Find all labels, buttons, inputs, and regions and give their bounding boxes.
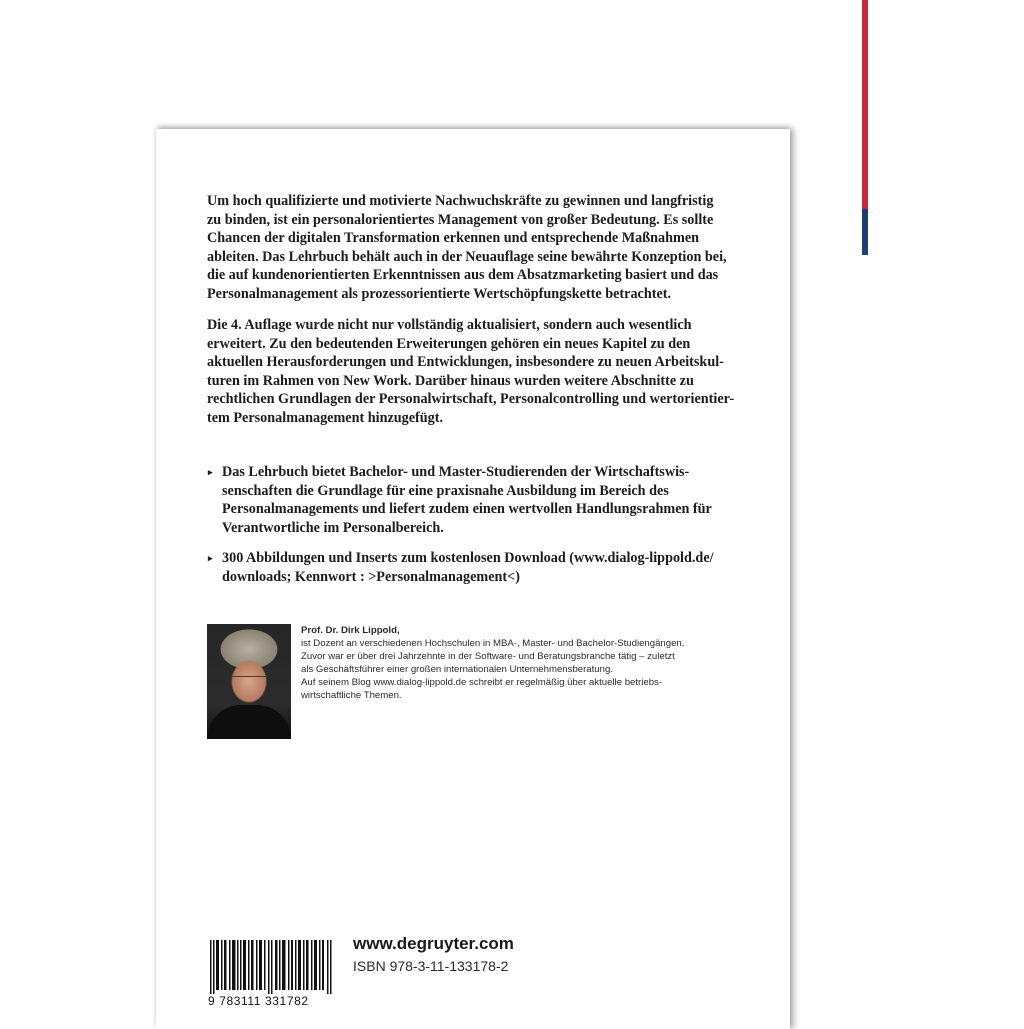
bullet-line: Personalmanagements und liefert zudem einen wertvollen Handlungsrahmen für [222, 501, 712, 518]
blurb-line: tem Personalmanagement hinzugefügt. [207, 409, 444, 426]
bullet-triangle-icon: ▸ [208, 553, 213, 563]
blurb-line: Die 4. Auflage wurde nicht nur vollständig aktualisiert, sondern auch wesentlich [207, 317, 692, 333]
bullet-item-2 [207, 549, 767, 586]
blurb-line: Personalmanagement als prozessorientierte Wertschöpfungskette betrachtet. [207, 285, 672, 302]
bullet-line: downloads; Kennwort : >Personalmanagement<) [222, 568, 520, 585]
blurb-line: aktuellen Herausforderungen und Entwicklungen, insbesondere zu neuen Arbeitskul- [207, 354, 724, 371]
isbn-barcode [208, 940, 334, 994]
author-bio-line: Zuvor war er über drei Jahrzehnte in der Software- und Beratungsbranche tätig – zuletzt [301, 651, 675, 663]
author-bio-line: wirtschaftliche Themen. [301, 690, 402, 702]
blurb-line: ableiten. Das Lehrbuch behält auch in der Neuauflage seine bewährte Konzeption bei, [207, 248, 727, 265]
bullet-item-1 [207, 463, 767, 537]
author-name: Prof. Dr. Dirk Lippold, [301, 625, 400, 636]
shirt-detail [207, 705, 291, 739]
bullet-triangle-icon: ▸ [208, 467, 213, 477]
author-photo [207, 624, 291, 739]
author-bio-line: Auf seinem Blog www.dialog-lippold.de schreibt er regelmäßig über aktuelle betriebs- [301, 677, 663, 689]
bullet-line: 300 Abbildungen und Inserts zum kostenlosen Download (www.dialog-lippold.de/ [222, 550, 714, 566]
blurb-line: zu binden, ist ein personalorientiertes Management von großer Bedeutung. Es sollte [207, 211, 714, 228]
blurb-line: die auf kundenorientierten Erkenntnissen aus dem Absatzmarketing basiert und das [207, 267, 719, 284]
isbn-text: ISBN 978-3-11-133178-2 [353, 958, 509, 974]
blurb-line: erweitert. Zu den bedeutenden Erweiterungen gehören ein neues Kapitel zu den [207, 335, 691, 352]
publisher-website: www.degruyter.com [353, 934, 514, 953]
author-bio-line: als Geschäftsführer einer großen internationalen Unternehmensberatung. [301, 664, 613, 676]
author-bio [301, 624, 771, 703]
blurb-line: Um hoch qualifizierte und motivierte Nachwuchskräfte zu gewinnen und langfristig [207, 193, 714, 209]
bullet-line: senschaften die Grundlage für eine praxisnahe Ausbildung im Bereich des [222, 482, 669, 499]
glasses-detail [231, 676, 267, 686]
author-bio-line: ist Dozent an verschiedenen Hochschulen in MBA-, Master- und Bachelor-Studiengängen. [301, 638, 685, 650]
blurb-line: Chancen der digitalen Transformation erkennen und entsprechende Maßnahmen [207, 230, 700, 247]
barcode-bars [208, 940, 334, 994]
blurb-paragraph-2 [207, 316, 767, 428]
blurb-line: rechtlichen Grundlagen der Personalwirtschaft, Personalcontrolling und wertorientier- [207, 391, 735, 408]
book-spine-edge [862, 0, 868, 255]
bullet-line: Verantwortliche im Personalbereich. [222, 519, 444, 536]
blurb-paragraph-1 [207, 192, 767, 304]
barcode-number: 9 783111 331782 [208, 994, 309, 1008]
bullet-line: Das Lehrbuch bietet Bachelor- und Master-Studierenden der Wirtschaftswis- [222, 464, 690, 480]
blurb-line: turen im Rahmen von New Work. Darüber hinaus wurden weitere Abschnitte zu [207, 372, 694, 389]
